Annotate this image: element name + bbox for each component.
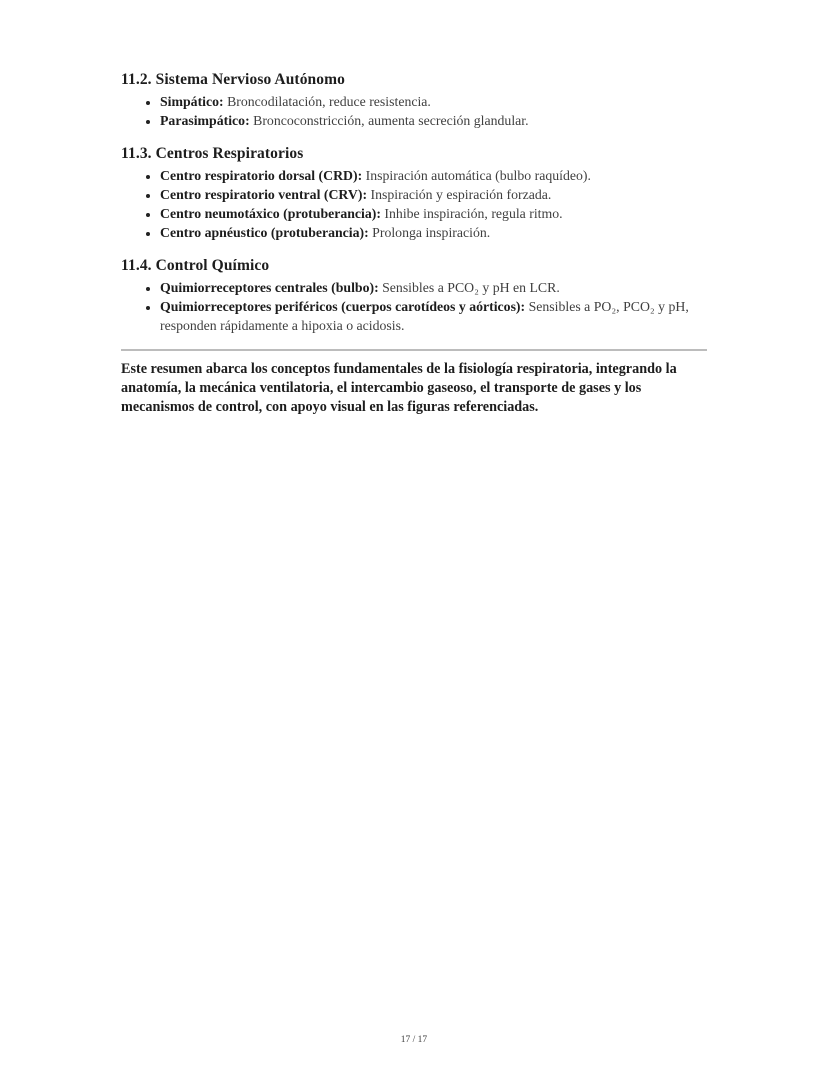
- bullet-list: [121, 93, 707, 130]
- item-lead: Parasimpático:: [160, 112, 250, 128]
- list-item: [160, 186, 707, 205]
- item-lead: Quimiorreceptores periféricos (cuerpos carotídeos y aórticos):: [160, 298, 526, 314]
- list-item: [160, 224, 707, 243]
- bullet-list: [121, 279, 707, 335]
- item-text: Broncodilatación, reduce resistencia.: [223, 94, 431, 109]
- item-text: Inspiración automática (bulbo raquídeo).: [362, 168, 591, 184]
- item-lead: Centro neumotáxico (protuberancia):: [160, 205, 381, 221]
- section-sistema-nervioso-autonomo: [121, 70, 707, 130]
- page-number: 17 / 17: [400, 1035, 428, 1045]
- bullet-list: [121, 167, 707, 242]
- list-item: [160, 298, 707, 335]
- item-text: Broncoconstricción, aumenta secreción glandular.: [249, 112, 529, 128]
- list-item: [160, 167, 707, 186]
- item-lead: Centro respiratorio ventral (CRV):: [160, 187, 368, 203]
- item-lead: Centro respiratorio dorsal (CRD):: [160, 168, 363, 184]
- item-lead: Quimiorreceptores centrales (bulbo):: [160, 280, 379, 296]
- section-divider: [121, 349, 707, 351]
- item-text: Inhibe inspiración, regula ritmo.: [380, 205, 563, 221]
- list-item: [160, 112, 707, 131]
- section-centros-respiratorios: [121, 144, 707, 242]
- summary-paragraph: Este resumen abarca los conceptos fundamentales de la fisiología respiratoria, integrando la anatomía, la mecánica ventilatoria, el intercambio gaseoso, el transporte de gases y los mecanismos de control, con apoyo visual en las figuras referenciadas.: [121, 361, 677, 416]
- section-control-quimico: [121, 256, 707, 335]
- item-lead: Centro apnéustico (protuberancia):: [160, 224, 369, 240]
- section-heading: 11.4. Control Químico: [121, 257, 270, 275]
- item-lead: Simpático:: [160, 94, 224, 109]
- list-item: [160, 205, 707, 224]
- item-text: Inspiración y espiración forzada.: [367, 187, 552, 203]
- item-text: Prolonga inspiración.: [368, 224, 491, 240]
- list-item: [160, 93, 707, 112]
- item-text: Sensibles a PCO₂ y pH en LCR.: [378, 280, 560, 296]
- section-heading: 11.3. Centros Respiratorios: [121, 145, 304, 163]
- item-text: Sensibles a PO₂, PCO₂ y pH, responden rápidamente a hipoxia o acidosis.: [160, 298, 689, 333]
- document-page-content: [121, 70, 707, 417]
- list-item: [160, 279, 707, 298]
- section-heading: 11.2. Sistema Nervioso Autónomo: [121, 71, 345, 88]
